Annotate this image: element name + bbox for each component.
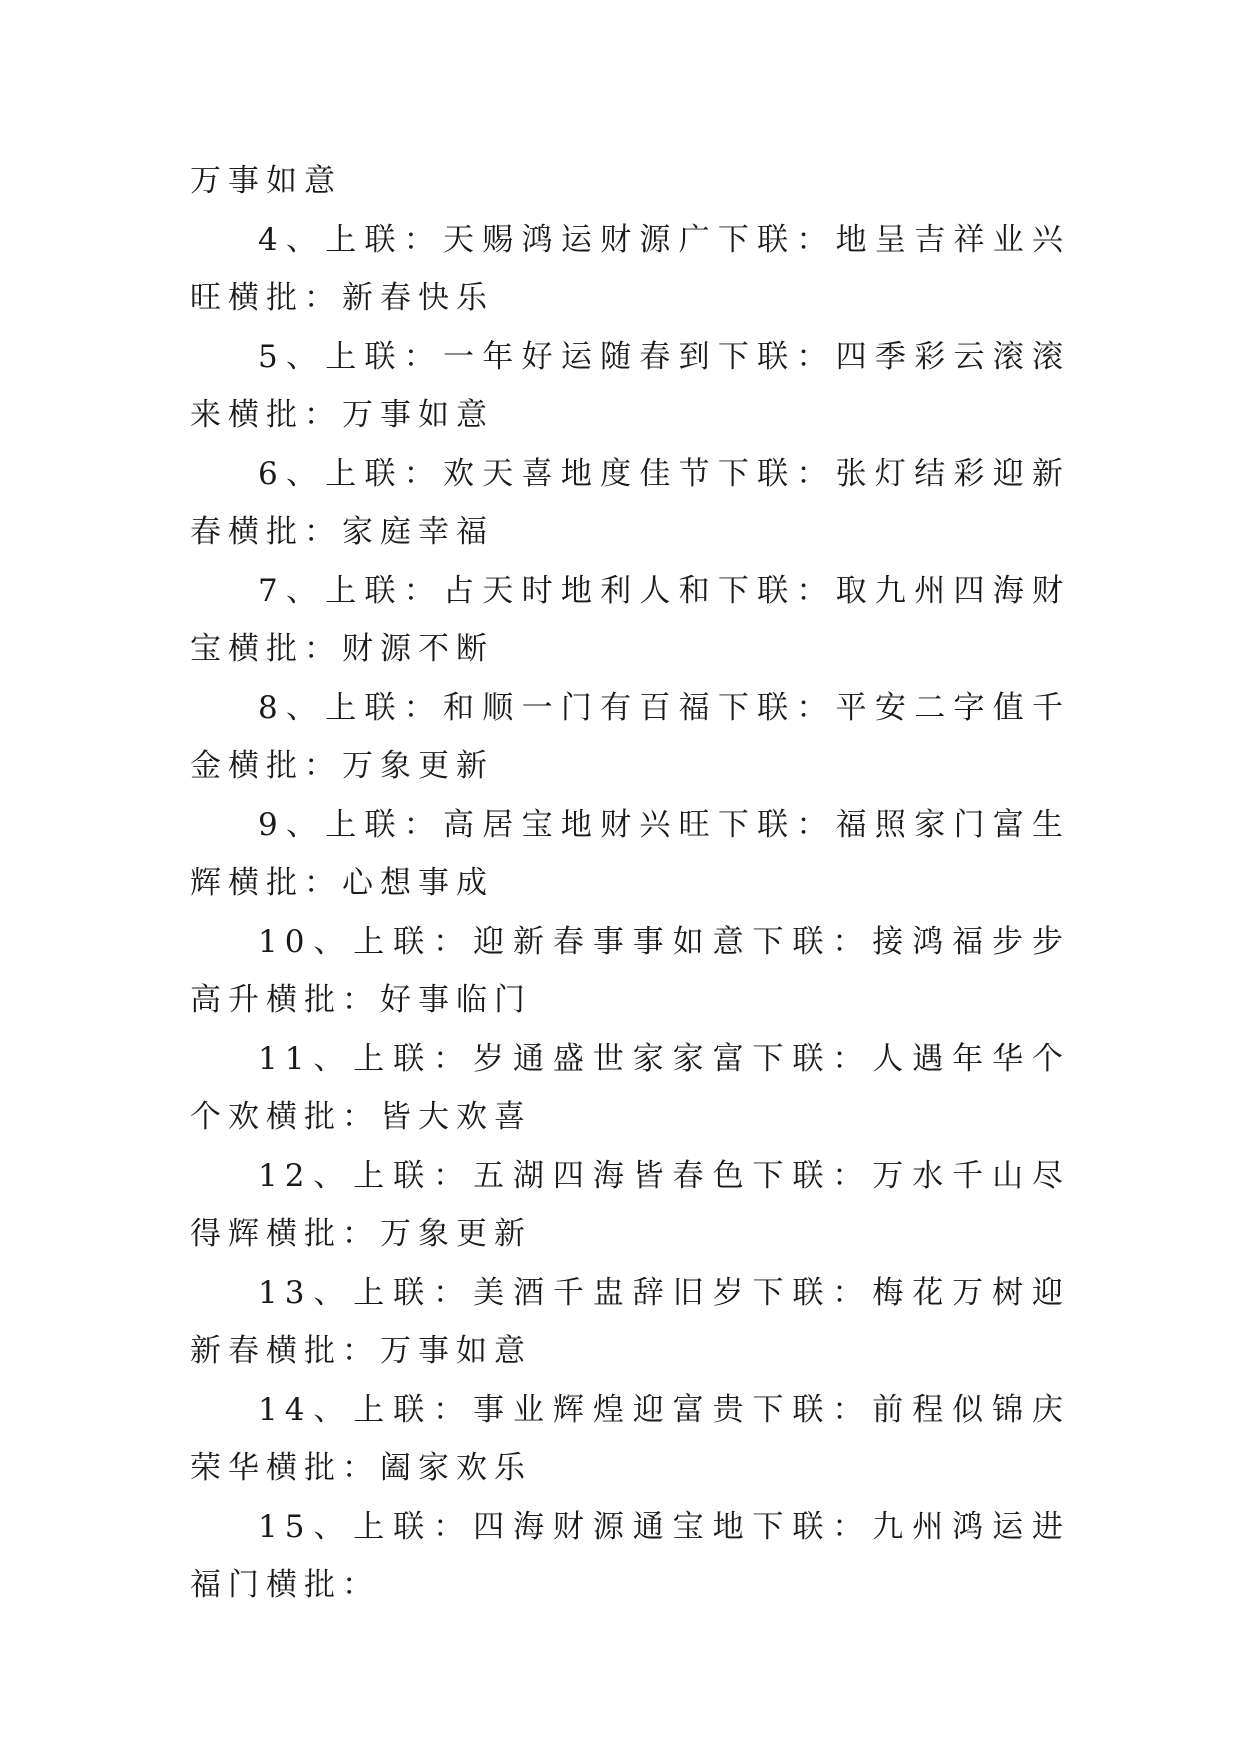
couplet-item-8: 8、上联：和顺一门有百福下联：平安二字值千金横批：万象更新 bbox=[190, 689, 1070, 784]
couplet-item-10: 10、上联：迎新春事事如意下联：接鸿福步步高升横批：好事临门 bbox=[190, 923, 1070, 1018]
couplet-item-5: 5、上联：一年好运随春到下联：四季彩云滚滚来横批：万事如意 bbox=[190, 338, 1070, 433]
continued-paragraph: 万事如意 bbox=[190, 163, 342, 199]
couplet-item-4: 4、上联：天赐鸿运财源广下联：地呈吉祥业兴旺横批：新春快乐 bbox=[190, 221, 1070, 316]
couplet-item-14: 14、上联：事业辉煌迎富贵下联：前程似锦庆荣华横批：阖家欢乐 bbox=[190, 1391, 1070, 1486]
couplet-item-13: 13、上联：美酒千盅辞旧岁下联：梅花万树迎新春横批：万事如意 bbox=[190, 1274, 1070, 1369]
couplet-item-6: 6、上联：欢天喜地度佳节下联：张灯结彩迎新春横批：家庭幸福 bbox=[190, 455, 1070, 550]
couplet-item-11: 11、上联：岁通盛世家家富下联：人遇年华个个欢横批：皆大欢喜 bbox=[190, 1040, 1070, 1135]
document-body bbox=[190, 152, 1070, 1615]
couplet-item-7: 7、上联：占天时地利人和下联：取九州四海财宝横批：财源不断 bbox=[190, 572, 1070, 667]
couplet-item-9: 9、上联：高居宝地财兴旺下联：福照家门富生辉横批：心想事成 bbox=[190, 806, 1070, 901]
couplet-item-15: 15、上联：四海财源通宝地下联：九州鸿运进福门横批： bbox=[190, 1508, 1070, 1603]
couplet-item-12: 12、上联：五湖四海皆春色下联：万水千山尽得辉横批：万象更新 bbox=[190, 1157, 1070, 1252]
